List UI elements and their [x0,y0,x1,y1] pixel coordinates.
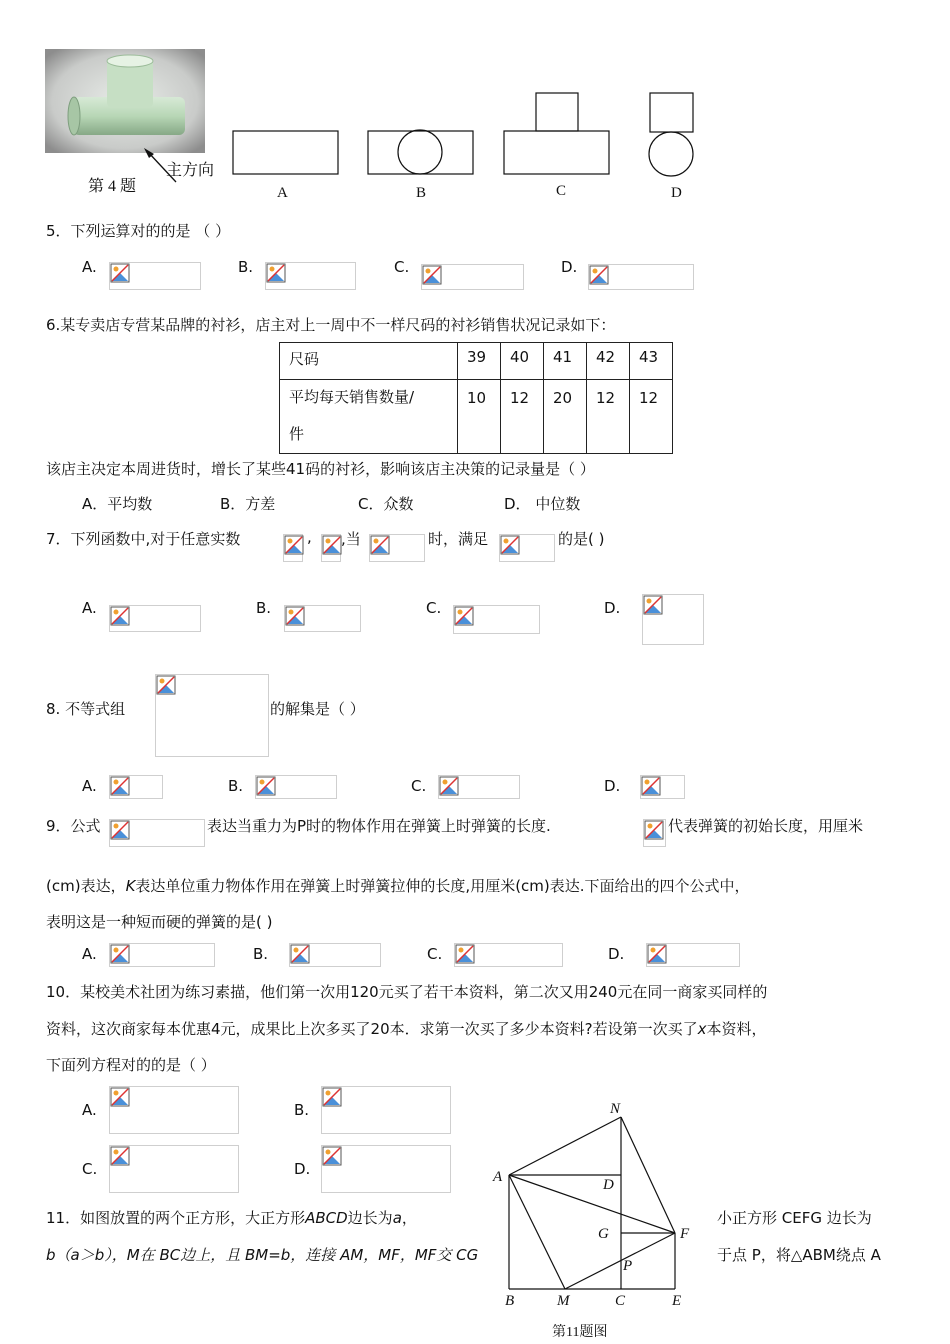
q11-figure-caption: 第11题图 [552,1325,608,1340]
q11-point-p: P [623,1258,633,1274]
q6-size-table [279,342,673,454]
q9-option-d-image [646,943,740,967]
q4-option-c: C [556,183,567,199]
q9-option-a-label: A. [82,945,97,963]
q4-option-b: B [416,185,427,201]
q6-option-d: D． 中位数 [504,495,581,513]
broken-image-icon [290,944,310,964]
q11-line1-part1: 11．如图放置的两个正方形，大正方形 [46,1209,306,1227]
broken-image-icon [285,606,305,626]
q5-option-b-label: B. [238,258,254,276]
q4-view-a [233,131,338,174]
broken-image-icon [370,535,390,555]
q4-photo-caption: 第 4 题 [88,178,137,195]
q11-point-f: F [680,1226,690,1242]
q10-line2 [46,1018,767,1039]
broken-image-icon [422,265,442,285]
q7-formula-image [499,534,555,562]
q9-formula-image [109,819,205,847]
broken-image-icon [110,263,130,283]
q11-point-e: E [672,1293,682,1309]
q7-option-b-image [284,605,361,632]
q9-stem-part1: 9．公式 [46,817,101,835]
q6-option-b: B．方差 [220,495,276,513]
q11-line1-a: a [392,1209,402,1227]
broken-image-icon [644,820,664,840]
q10-option-b-label: B. [294,1101,310,1119]
q9-line2 [46,875,750,896]
q6-question: 该店主决定本周进货时，增长了某些41码的衬衫，影响该店主决策的记录量是（ ） [46,460,595,478]
q9-line2-part1: (cm)表达， [46,877,126,895]
q11-point-a: A [493,1169,503,1185]
q10-option-b-image [321,1086,451,1134]
q10-option-a-label: A. [82,1101,97,1119]
q11-line1-part2: 边长为 [347,1209,393,1227]
q8-option-c-image [438,775,520,799]
q5-option-b-image [265,262,356,290]
q10-line2-x: x [697,1020,707,1038]
broken-image-icon [110,776,130,796]
q11-line1-right: 小正方形 CEFG 边长为 [717,1209,872,1227]
q9-line2-k: K [125,877,136,895]
q6-table-row2-label-line1: 平均每天销售数量/ [289,388,415,406]
q10-option-d-label: D. [294,1160,311,1178]
q10-line1: 10．某校美术社团为练习素描，他们第一次用120元买了若干本资料，第二次又用240元在同一商家买同样的 [46,983,768,1001]
q8-option-a-label: A. [82,777,97,795]
broken-image-icon [322,1146,342,1166]
q8-option-b-label: B. [228,777,244,795]
q6-table-sales: 20 [544,380,587,454]
broken-image-icon [110,1087,130,1107]
q6-table-size: 39 [458,343,501,380]
q9-stem-part3: 代表弹簧的初始长度，用厘米 [668,817,864,835]
q9-option-c-label: C. [427,945,443,963]
q7-option-a-image [109,605,201,632]
broken-image-icon [110,944,130,964]
q4-option-a: A [277,185,288,201]
q9-option-a-image [109,943,215,967]
broken-image-icon [589,265,609,285]
q8-option-b-image [255,775,337,799]
broken-image-icon [110,606,130,626]
q7-stem-part4: 时，满足 [428,530,489,548]
q7-option-d-image [642,594,704,645]
broken-image-icon [455,944,475,964]
broken-image-icon [439,776,459,796]
q6-stem: 6.某专卖店专营某品牌的衬衫，店主对上一周中不一样尺码的衬衫销售状况记录如下： [46,316,616,334]
q11-line1-part3: ， [401,1209,417,1227]
q11-point-b: B [505,1293,515,1309]
q10-option-c-image [109,1145,239,1193]
q8-option-d-label: D. [604,777,621,795]
q9-stem-part2: 表达当重力为P时的物体作用在弹簧上时弹簧的长度. [207,817,551,835]
q5-option-c-image [421,264,524,290]
q9-line2-part2: 表达单位重力物体作用在弹簧上时弹簧拉伸的长度,用厘米(cm)表达.下面给出的四个公式中， [135,877,750,895]
broken-image-icon [322,535,342,555]
q5-option-d-image [588,264,694,290]
q7-stem-part5: 的是( ) [558,530,605,548]
broken-image-icon [647,944,667,964]
q10-line2-part1: 资料，这次商家每本优惠4元，成果比上次多买了20本．求第一次买了多少本资料?若设第一次买了 [46,1020,698,1038]
q4-direction-label: 主方向 [166,160,215,179]
q8-option-a-image [109,775,163,799]
q8-option-c-label: C. [411,777,427,795]
broken-image-icon [454,606,474,626]
broken-image-icon [256,776,276,796]
q11-figure [485,1095,705,1309]
q9-formula-image [643,819,666,847]
q4-view-b [368,131,473,174]
q9-option-b-label: B. [253,945,269,963]
q6-table-size: 42 [587,343,630,380]
q5-option-c-label: C. [394,258,410,276]
broken-image-icon [110,820,130,840]
broken-image-icon [500,535,520,555]
q7-formula-image [283,534,303,562]
q9-option-d-label: D. [608,945,625,963]
q9-option-b-image [289,943,381,967]
q10-option-a-image [109,1086,239,1134]
q6-option-c: C．众数 [358,495,414,513]
q7-option-a-label: A. [82,599,97,617]
q11-point-n: N [610,1101,621,1117]
q7-formula-image [321,534,341,562]
q7-option-b-label: B. [256,599,272,617]
broken-image-icon [284,535,304,555]
q7-stem-part1: 7．下列函数中,对于任意实数 [46,530,241,548]
q5-option-d-label: D. [561,258,578,276]
q6-table-sales: 12 [501,380,544,454]
q5-option-a-label: A. [82,258,97,276]
q7-stem-part3: ,当 [341,530,361,548]
broken-image-icon [156,675,176,695]
q6-table-size: 40 [501,343,544,380]
q11-point-c: C [615,1293,626,1309]
q10-line2-part2: 本资料， [706,1020,767,1038]
q6-table-sales: 12 [630,380,673,454]
q5-option-a-image [109,262,201,290]
q11-point-m: M [557,1293,570,1309]
q10-option-d-image [321,1145,451,1193]
q10-option-c-label: C. [82,1160,98,1178]
q4-option-d: D [671,185,682,201]
q7-formula-image [369,534,425,562]
q6-option-a: A．平均数 [82,495,153,513]
q8-formula-image [155,674,269,757]
q4-view-d [650,93,693,132]
broken-image-icon [110,1146,130,1166]
q8-option-d-image [640,775,685,799]
broken-image-icon [322,1087,342,1107]
q8-stem-part1: 8. 不等式组 [46,700,126,718]
q10-line3: 下面列方程对的的是（ ） [46,1056,216,1074]
q8-stem-part2: 的解集是（ ） [270,700,365,718]
q6-table-row2-label [280,380,458,454]
q7-option-c-image [453,605,540,634]
q4-view-c [504,131,609,174]
q7-option-c-label: C. [426,599,442,617]
q4-figures [140,88,710,184]
q6-table-size: 43 [630,343,673,380]
q11-point-d: D [603,1177,614,1193]
q9-option-c-image [454,943,563,967]
q5-stem: 5．下列运算对的的是 （ ） [46,222,231,240]
q9-line3: 表明这是一种短而硬的弹簧的是( ) [46,913,273,931]
q11-line1 [46,1207,417,1228]
q11-line2-right: 于点 P，将△ABM绕点 A [717,1246,881,1264]
q6-table-size: 41 [544,343,587,380]
q11-point-g: G [598,1226,609,1242]
q6-table-sales: 10 [458,380,501,454]
broken-image-icon [266,263,286,283]
q7-option-d-label: D. [604,599,621,617]
q7-stem-part2: , [307,528,312,546]
broken-image-icon [643,595,663,615]
q11-line1-abcd: ABCD [305,1209,348,1227]
broken-image-icon [641,776,661,796]
q11-line2: b（a＞b），M在 BC边上，且 BM=b，连接 AM，MF，MF交 CG [46,1246,479,1264]
q6-table-row2-label-line2: 件 [289,425,305,443]
q6-table-row1-label: 尺码 [280,343,458,380]
q6-table-sales: 12 [587,380,630,454]
